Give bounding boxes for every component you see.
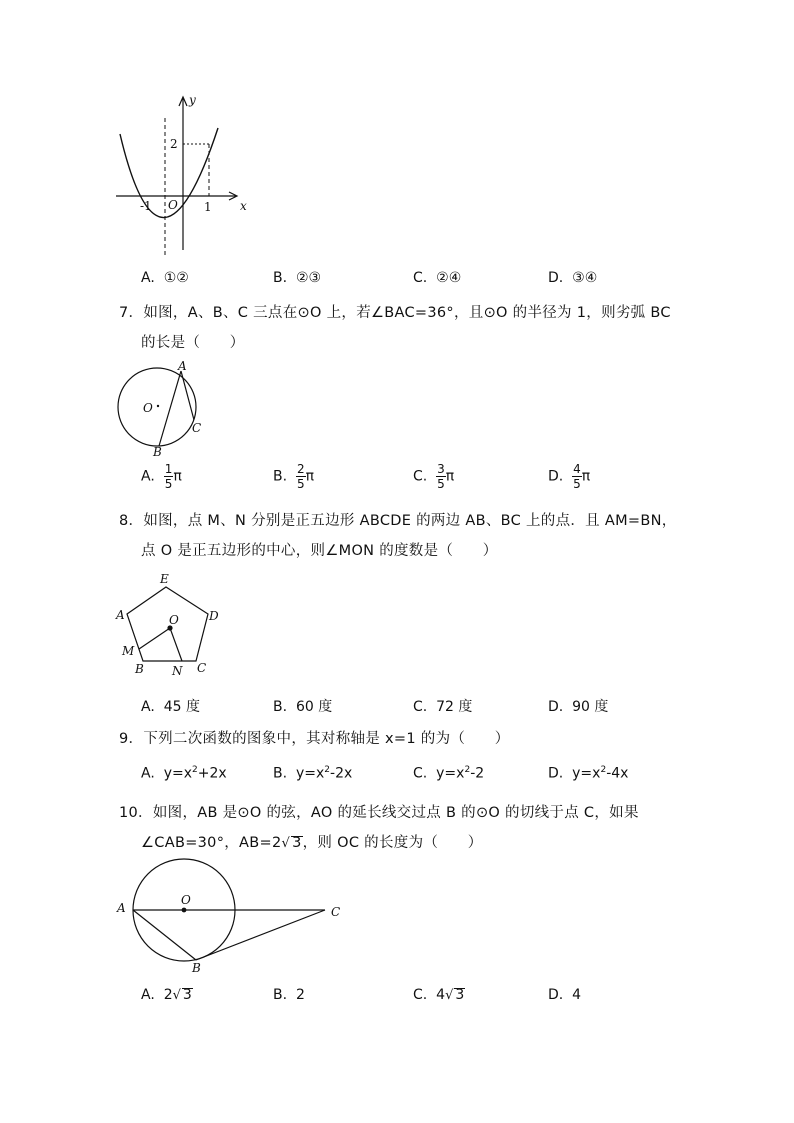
q6-option-d[interactable] bbox=[548, 270, 597, 286]
option-letter: C. bbox=[413, 270, 428, 286]
fraction: $\frac{4}{5}$ bbox=[573, 462, 581, 491]
label-n: N bbox=[172, 664, 183, 678]
q10-option-b[interactable] bbox=[273, 987, 305, 1003]
option-expr-tail: -4x bbox=[606, 765, 629, 782]
option-letter: C. bbox=[413, 699, 428, 715]
label-a: A bbox=[178, 359, 187, 373]
q8-text-line2: 点 O 是正五边形的中心，则∠MON 的度数是（ ） bbox=[141, 543, 498, 559]
label-b: B bbox=[192, 961, 201, 975]
tick-neg1: -1 bbox=[140, 199, 152, 213]
option-letter: C. bbox=[413, 765, 428, 782]
option-expr: y=x bbox=[572, 765, 601, 782]
q6-option-a[interactable] bbox=[141, 270, 189, 286]
q8-pentagon-figure bbox=[112, 568, 227, 683]
q7-text-line1: 7．如图，A、B、C 三点在⊙O 上，若∠BAC=36°，且⊙O 的半径为 1，则劣弧 BC bbox=[119, 305, 671, 321]
pi-symbol: π bbox=[305, 468, 315, 485]
option-letter: B. bbox=[273, 765, 288, 782]
option-exponent: 2 bbox=[600, 765, 607, 775]
q8-option-d[interactable] bbox=[548, 696, 608, 716]
q10-text-line2 bbox=[141, 831, 483, 852]
option-letter: A. bbox=[141, 987, 155, 1003]
option-letter: C. bbox=[413, 468, 428, 485]
chord-ab bbox=[133, 910, 196, 960]
pi-symbol: π bbox=[581, 468, 591, 485]
q9-option-a[interactable] bbox=[141, 765, 227, 782]
y-label: y bbox=[189, 93, 196, 107]
q10-option-a[interactable] bbox=[141, 987, 193, 1003]
option-value: 4 bbox=[572, 987, 582, 1003]
option-text: ②③ bbox=[295, 270, 322, 286]
fraction: $\frac{1}{5}$ bbox=[164, 462, 173, 491]
q7-option-c[interactable] bbox=[413, 462, 454, 491]
option-expr: y=x bbox=[295, 765, 325, 782]
chord-ac bbox=[181, 371, 194, 420]
q6-parabola-graph bbox=[110, 90, 260, 265]
option-exponent: 2 bbox=[464, 765, 471, 775]
fraction: $\frac{2}{5}$ bbox=[296, 462, 305, 491]
label-b: B bbox=[135, 662, 144, 676]
q9-option-c[interactable] bbox=[413, 765, 484, 782]
label-a: A bbox=[116, 608, 125, 622]
q9-option-b[interactable] bbox=[273, 765, 352, 782]
label-m: M bbox=[122, 644, 135, 658]
label-e: E bbox=[160, 572, 169, 586]
label-a: A bbox=[117, 901, 126, 915]
radicand: 3 bbox=[455, 987, 465, 1003]
q6-option-b[interactable] bbox=[273, 270, 321, 286]
label-c: C bbox=[197, 661, 207, 675]
q8-option-b[interactable] bbox=[273, 696, 332, 716]
sqrt-symbol: √ bbox=[445, 988, 454, 1003]
q7-text-line2: 的长是（ ） bbox=[141, 335, 245, 351]
label-o: O bbox=[169, 613, 179, 627]
option-letter: B. bbox=[273, 699, 288, 715]
tangent-bc bbox=[196, 910, 325, 960]
q6-option-c[interactable] bbox=[413, 270, 461, 286]
q9-text-line1: 9．下列二次函数的图象中，其对称轴是 x=1 的为（ ） bbox=[119, 731, 510, 747]
option-coefficient: 2 bbox=[163, 987, 173, 1003]
option-coefficient: 4 bbox=[436, 987, 446, 1003]
label-d: D bbox=[209, 609, 219, 623]
pentagon-abcde bbox=[127, 587, 208, 661]
option-letter: A. bbox=[141, 270, 155, 286]
segment-om bbox=[139, 628, 170, 649]
option-expr-tail: -2 bbox=[470, 765, 485, 782]
tick-1: 1 bbox=[204, 200, 212, 214]
circle-o bbox=[118, 368, 196, 446]
option-letter: B. bbox=[273, 987, 288, 1003]
q10-option-d[interactable] bbox=[548, 987, 581, 1003]
option-expr: y=x bbox=[436, 765, 465, 782]
label-o: O bbox=[143, 401, 153, 415]
option-text: 90 度 bbox=[572, 699, 609, 715]
option-exponent: 2 bbox=[192, 765, 198, 775]
segment-on bbox=[170, 628, 182, 661]
option-letter: C. bbox=[413, 987, 428, 1003]
option-letter: D. bbox=[548, 270, 564, 286]
chord-ab bbox=[159, 371, 181, 446]
sqrt-symbol: √ bbox=[172, 988, 181, 1003]
option-text: 45 度 bbox=[163, 699, 200, 715]
pi-symbol: π bbox=[445, 468, 455, 485]
fraction: $\frac{3}{5}$ bbox=[437, 462, 445, 491]
origin-label: O bbox=[168, 198, 178, 212]
q7-option-d[interactable] bbox=[548, 462, 590, 491]
q7-circle-figure bbox=[112, 358, 212, 463]
q10-text-line1: 10．如图，AB 是⊙O 的弦，AO 的延长线交过点 B 的⊙O 的切线于点 C，如果 bbox=[119, 805, 639, 821]
option-letter: A. bbox=[141, 699, 155, 715]
q7-option-a[interactable] bbox=[141, 462, 182, 491]
option-text: ②④ bbox=[436, 270, 462, 286]
label-c: C bbox=[192, 421, 202, 435]
option-letter: B. bbox=[273, 468, 288, 485]
option-value: 2 bbox=[295, 987, 305, 1003]
option-letter: D. bbox=[548, 765, 564, 782]
tick-2: 2 bbox=[170, 137, 178, 151]
center-dot bbox=[157, 405, 159, 407]
option-letter: A. bbox=[141, 468, 155, 485]
label-b: B bbox=[153, 445, 162, 459]
q8-text-line1: 8．如图，点 M、N 分别是正五边形 ABCDE 的两边 AB、BC 上的点．且 AM=BN， bbox=[119, 513, 677, 529]
q9-option-d[interactable] bbox=[548, 765, 628, 782]
q7-option-b[interactable] bbox=[273, 462, 314, 491]
option-text: ①② bbox=[163, 270, 189, 286]
q10-circle-tangent-figure bbox=[112, 855, 352, 980]
option-letter: B. bbox=[273, 270, 288, 286]
x-label: x bbox=[240, 199, 247, 213]
option-text: 72 度 bbox=[436, 699, 473, 715]
option-exponent: 2 bbox=[324, 765, 331, 775]
option-letter: D. bbox=[548, 699, 564, 715]
q8-option-c[interactable] bbox=[413, 696, 472, 716]
q10-line2-pre: ∠CAB=30°，AB=2 bbox=[141, 835, 282, 851]
label-o: O bbox=[181, 893, 191, 907]
q8-option-a[interactable] bbox=[141, 696, 200, 716]
option-expr: y=x bbox=[163, 765, 192, 782]
pi-symbol: π bbox=[173, 468, 182, 485]
option-text: 60 度 bbox=[295, 699, 333, 715]
option-letter: A. bbox=[141, 765, 155, 782]
option-text: ③④ bbox=[572, 270, 598, 286]
option-expr-tail: -2x bbox=[330, 765, 353, 782]
label-c: C bbox=[331, 905, 341, 919]
radicand: 3 bbox=[182, 987, 192, 1003]
radicand: 3 bbox=[292, 835, 302, 851]
q10-line2-post: ，则 OC 的长度为（ ） bbox=[302, 835, 483, 851]
q10-option-c[interactable] bbox=[413, 987, 465, 1003]
sqrt-symbol: √ bbox=[281, 836, 291, 851]
option-letter: D. bbox=[548, 987, 564, 1003]
option-letter: D. bbox=[548, 468, 564, 485]
option-expr-tail: +2x bbox=[197, 765, 227, 782]
center-o-dot bbox=[182, 908, 187, 913]
